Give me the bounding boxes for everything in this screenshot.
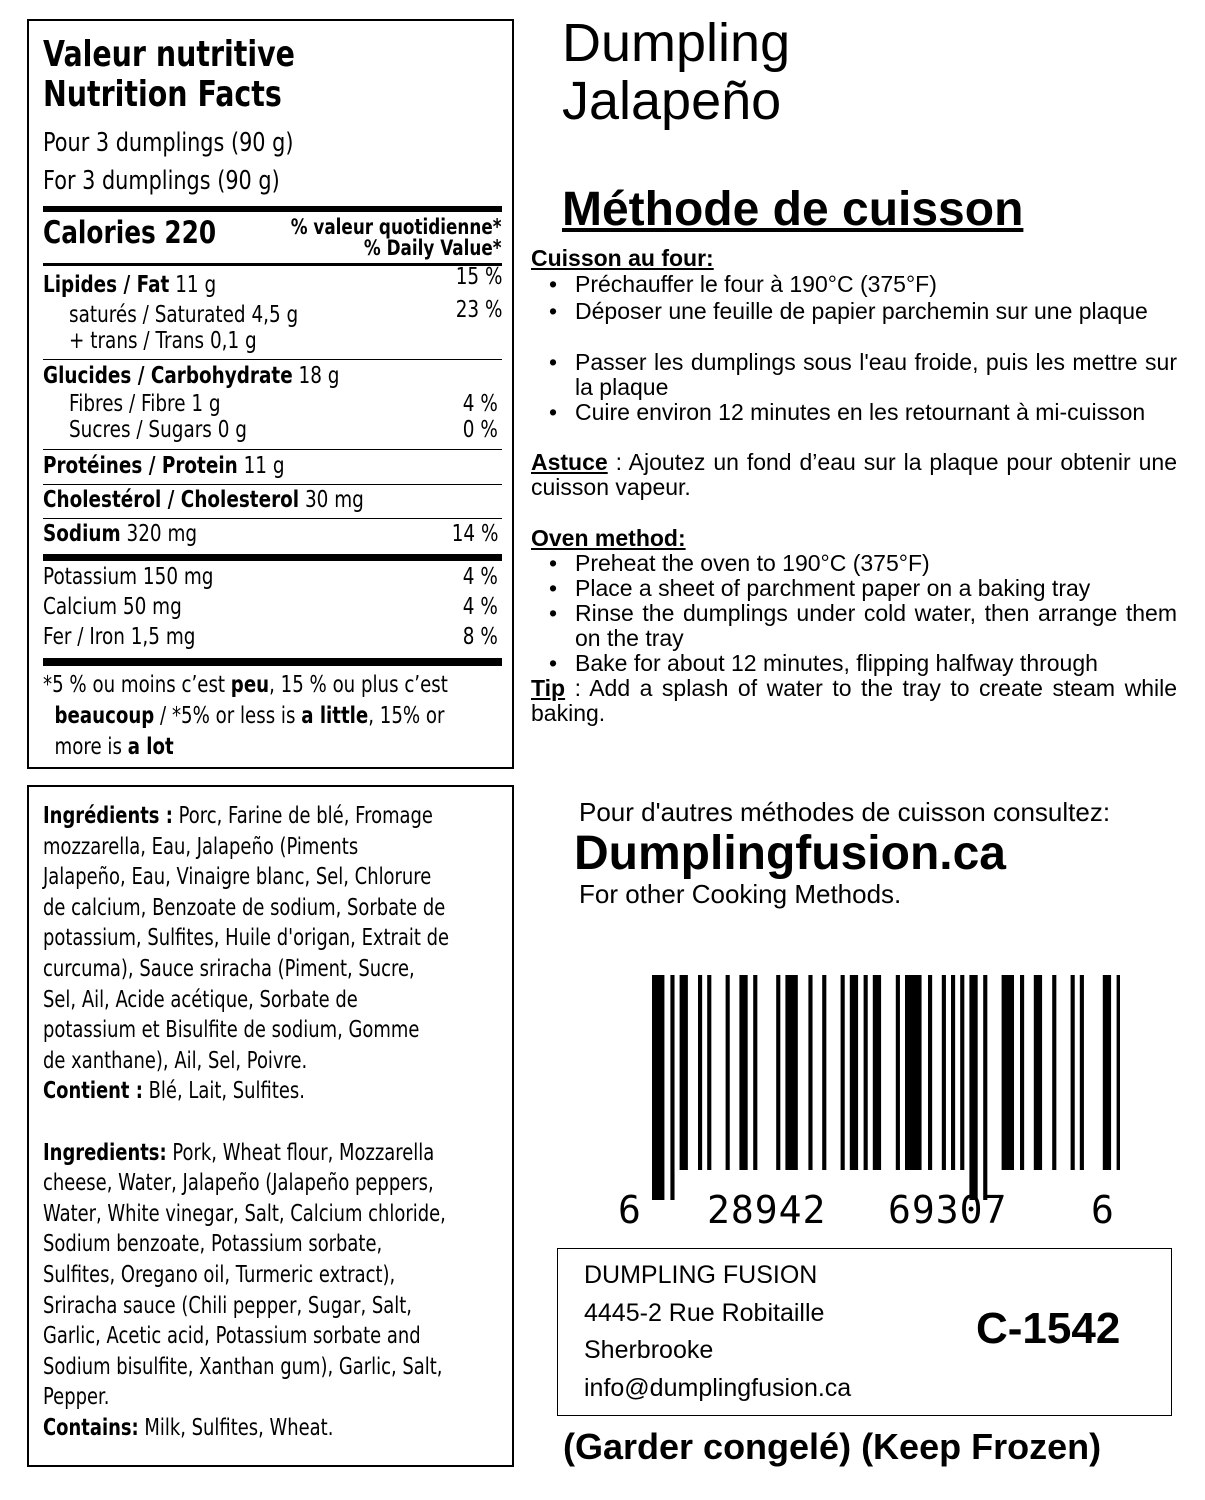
tip-en: Tip : Add a splash of water to the tray to create steam while baking. [531,675,1177,726]
iron-row: Fer / Iron 1,5 mg [43,624,196,650]
serving-size-en: For 3 dumplings (90 g) [43,166,280,196]
barcode-bar [776,975,780,1170]
barcode [640,975,1120,1205]
barcode-bar [850,975,858,1170]
fat-row: Lipides / Fat 11 g [43,272,217,298]
company-name: DUMPLING FUSION [584,1261,818,1289]
barcode-bar [983,975,987,1200]
nutrition-facts-panel [27,19,514,769]
ingredients-panel [27,785,514,1467]
nutrition-title-fr: Valeur nutritive [43,34,295,75]
other-methods-fr: Pour d'autres méthodes de cuisson consultez: [579,797,1111,827]
protein-row: Protéines / Protein 11 g [43,453,285,479]
sugars-dv: 0 % [462,417,498,443]
ingredients-label-fr: Ingrédients : [43,803,173,829]
potassium-row: Potassium 150 mg [43,564,214,590]
contains-label-fr: Contient : [43,1078,143,1105]
barcode-digit-last: 6 [1091,1188,1114,1232]
potassium-dv: 4 % [462,564,498,590]
barcode-bar [808,975,812,1170]
contains-label-en: Contains: [43,1414,139,1441]
barcode-bar [960,975,964,1170]
barcode-bar [698,975,702,1170]
serving-size-fr: Pour 3 dumplings (90 g) [43,128,294,158]
company-street: 4445-2 Rue Robitaille [584,1299,825,1327]
barcode-group-left: 28942 [707,1188,827,1232]
sodium-dv: 14 % [451,521,498,547]
calories-row: Calories 220 [43,215,217,251]
nutrition-title-en: Nutrition Facts [43,74,282,115]
barcode-bar [822,975,826,1170]
ingredients-text: Ingrédients : Porc, Farine de blé, Fromage mozzarella, Eau, Jalapeño (Piments Jalapeño, Eau, Vinaigre blanc, Sel, Chlorure de calcium, Benzoate de sodium, Sorbate de potassium, Sulfites, Huile d'origan, Extrait de curcuma), Sauce sriracha (Piment, Sucre, Sel, Ail, Acide acétique, Sorbate de potassium et Bisulfite de sodium, Gomme de xanthane), Ail, Sel, Poivre. Contient : Blé, Lait, Sulfites. Ingredients: Pork, Wheat flour, Mozzarella cheese, Water, Jalapeño (Jalapeño peppers, Water, White vinegar, Salt, Calcium chloride, Sodium benzoate, Potassium sorbate, Sulfites, Oregano oil, Turmeric extract), Sriracha sauce (Chili pepper, Sugar, Salt, Garlic, Acetic acid, Potassium sorbate and Sodium bisulfite, Xanthan gum), Garlic, Salt, Pepper. Contains: Milk, Sulfites, Wheat. [43,803,450,1441]
ingredients-label-en: Ingredients: [43,1139,167,1166]
cholesterol-row: Cholestérol / Cholesterol 30 mg [43,487,364,513]
barcode-bar [896,975,900,1170]
thick-rule [43,206,502,212]
barcode-bar [1002,975,1014,1170]
barcode-bar [726,975,730,1170]
oven-title-fr: Cuisson au four: [531,245,714,271]
iron-dv: 8 % [462,624,498,650]
sodium-row: Sodium 320 mg [43,521,198,547]
daily-value-footnote: *5 % ou moins c’est peu, 15 % ou plus c’est beaucoup / *5% or less is a little, 15% or more is a lot [43,672,448,760]
barcode-bar [905,975,922,1170]
barcode-bar [951,975,955,1170]
saturated-row: saturés / Saturated 4,5 g [69,302,299,328]
barcode-bar [969,975,977,1200]
barcode-bar [873,975,881,1170]
barcode-bar [652,975,664,1200]
storage-instruction: (Garder congelé) (Keep Frozen) [563,1426,1102,1467]
barcode-bar [1034,975,1042,1170]
sugars-row: Sucres / Sugars 0 g [69,417,247,443]
barcode-bar [707,975,711,1170]
barcode-group-right: 69307 [888,1188,1008,1232]
calcium-row: Calcium 50 mg [43,594,182,620]
carbohydrate-row: Glucides / Carbohydrate 18 g [43,363,340,389]
barcode-bar [1103,975,1111,1170]
saturated-dv: 23 % [455,297,502,323]
website-link[interactable]: Dumplingfusion.ca [574,827,1006,880]
product-code: C-1542 [976,1304,1121,1353]
barcode-bar [670,975,674,1200]
barcode-bar [942,975,946,1170]
barcode-bar [753,975,757,1170]
barcode-bar [841,975,845,1170]
company-email[interactable]: info@dumplingfusion.ca [584,1374,852,1402]
oven-title-en: Oven method: [531,525,686,551]
method-heading: Méthode de cuisson [562,183,1024,236]
company-address-box [557,1248,1172,1416]
barcode-bar [785,975,797,1170]
fibre-row: Fibres / Fibre 1 g [69,391,221,417]
barcode-bar [1071,975,1075,1170]
fat-dv: 15 % [455,264,502,290]
barcode-digit-first: 6 [618,1188,641,1232]
barcode-bar [928,975,932,1170]
barcode-bar [1020,975,1024,1170]
barcode-bar [1117,975,1120,1170]
barcode-bar [1080,975,1084,1170]
other-methods-en: For other Cooking Methods. [579,879,902,909]
product-name: Dumpling Jalapeño [562,13,791,131]
tip-fr: Astuce : Ajoutez un fond d’eau sur la plaque pour obtenir une cuisson vapeur. [531,449,1177,500]
calcium-dv: 4 % [462,594,498,620]
trans-row: + trans / Trans 0,1 g [69,328,257,354]
barcode-bar [680,975,688,1170]
fibre-dv: 4 % [462,391,498,417]
barcode-bar [739,975,747,1170]
daily-value-header: % valeur quotidienne* % Daily Value* [291,215,502,260]
company-city: Sherbrooke [584,1336,714,1364]
barcode-bar [864,975,868,1170]
barcode-bar [1052,975,1056,1170]
